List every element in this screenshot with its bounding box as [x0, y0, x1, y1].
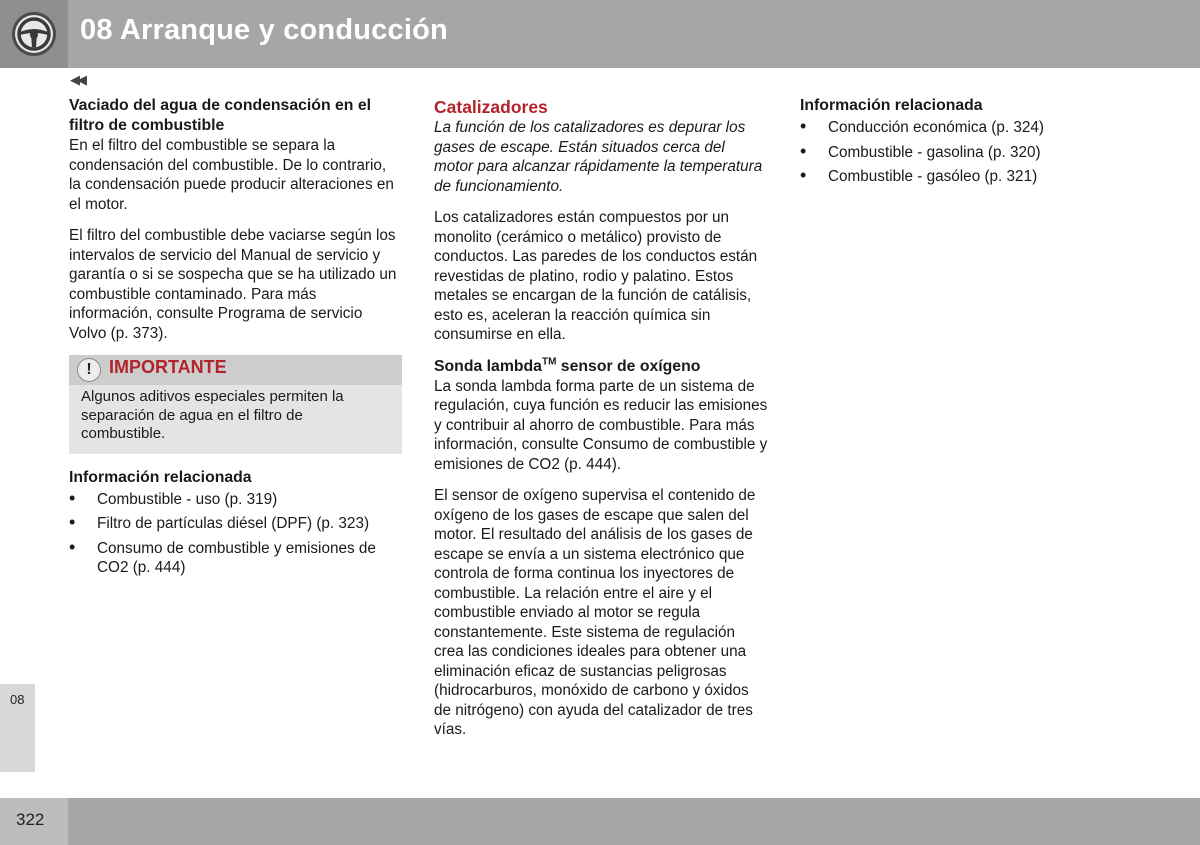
paragraph: La sonda lambda forma parte de un sistema de regulación, cuya función es reducir las emisiones y contribuir al ahorro de combustible. Para más información, consulte Consumo de combustible y emisiones de CO2 (p. 444).	[434, 377, 768, 473]
intro-paragraph: La función de los catalizadores es depurar los gases de escape. Están situados cerca del motor para alcanzar rápidamente la temperatura de funcionamiento.	[434, 119, 763, 195]
related-info-heading: Información relacionada	[800, 97, 983, 114]
page-number: 322	[16, 810, 45, 829]
related-link[interactable]: • Conducción económica (p. 324)	[800, 118, 1100, 138]
important-notice-text: Algunos aditivos especiales permiten la separación de agua en el filtro de combustible.	[81, 388, 344, 442]
chapter-tab-label: 08	[10, 692, 25, 707]
paragraph: En el filtro del combustible se separa la condensación del combustible. De lo contrario, la condensación puede producir alteraciones en el motor.	[69, 137, 394, 213]
chapter-header	[0, 0, 1200, 68]
paragraph: Los catalizadores están compuestos por un monolito (cerámico o metálico) provisto de conductos. Las paredes de los conductos están revestidas de platino, rodio y palatino. Estos metales se encargan de la función de catálisis, esto es, aceleran la reacción química sin consumirse en ella.	[434, 209, 758, 343]
important-notice-box	[69, 355, 402, 454]
important-notice-title: IMPORTANTE	[109, 357, 227, 377]
page-number-box	[0, 798, 68, 845]
paragraph: El sensor de oxígeno supervisa el contenido de oxígeno de los gases de escape que salen del motor. El resultado del análisis de los gases de escape se envía a un sistema electrónico que controla de forma continua los inyectores de combustible. La relación entre el aire y el combustible enviado al motor se regula constantemente. Este sistema de regulación crea las condiciones ideales para obtener una eliminación eficaz de sustancias peligrosas (hidrocarburos, monóxido de carbono y óxidos de nitrógeno) con ayuda del catalizador de tres vías.	[434, 487, 756, 738]
trademark-superscript: TM	[541, 356, 557, 368]
related-link[interactable]: • Combustible - gasóleo (p. 321)	[800, 167, 1100, 187]
column-middle	[434, 96, 768, 752]
chapter-side-tab	[0, 684, 35, 772]
related-info-list	[69, 490, 402, 578]
chapter-title: 08 Arranque y conducción	[80, 14, 448, 46]
section-title-catalysts: Catalizadores	[434, 97, 548, 117]
related-link[interactable]: • Combustible - gasolina (p. 320)	[800, 143, 1100, 163]
warning-icon: !	[77, 358, 101, 382]
related-info-list	[800, 118, 1100, 187]
page-footer	[0, 798, 1200, 845]
section-heading-drain-condensation: Vaciado del agua de condensación en el filtro de combustible	[69, 97, 371, 134]
related-link[interactable]: • Combustible - uso (p. 319)	[69, 490, 402, 510]
related-link[interactable]: • Consumo de combustible y emisiones de CO2 (p. 444)	[69, 539, 402, 578]
related-link[interactable]: • Filtro de partículas diésel (DPF) (p. 323)	[69, 514, 402, 534]
column-right	[800, 96, 1100, 192]
subsection-heading-lambda-sensor: Sonda lambda™ sensor de oxígeno	[434, 356, 701, 375]
column-left	[69, 96, 402, 583]
header-icon-box	[0, 0, 68, 68]
previous-page-marker: ◀◀	[70, 72, 84, 87]
paragraph: El filtro del combustible debe vaciarse según los intervalos de servicio del Manual de servicio y garantía o si se sospecha que se ha utilizado un combustible contaminado. Para más información, consulte Programa de servicio Volvo (p. 373).	[69, 227, 397, 342]
important-notice-header	[69, 355, 402, 385]
steering-wheel-icon	[10, 10, 58, 58]
related-info-heading: Información relacionada	[69, 468, 252, 486]
